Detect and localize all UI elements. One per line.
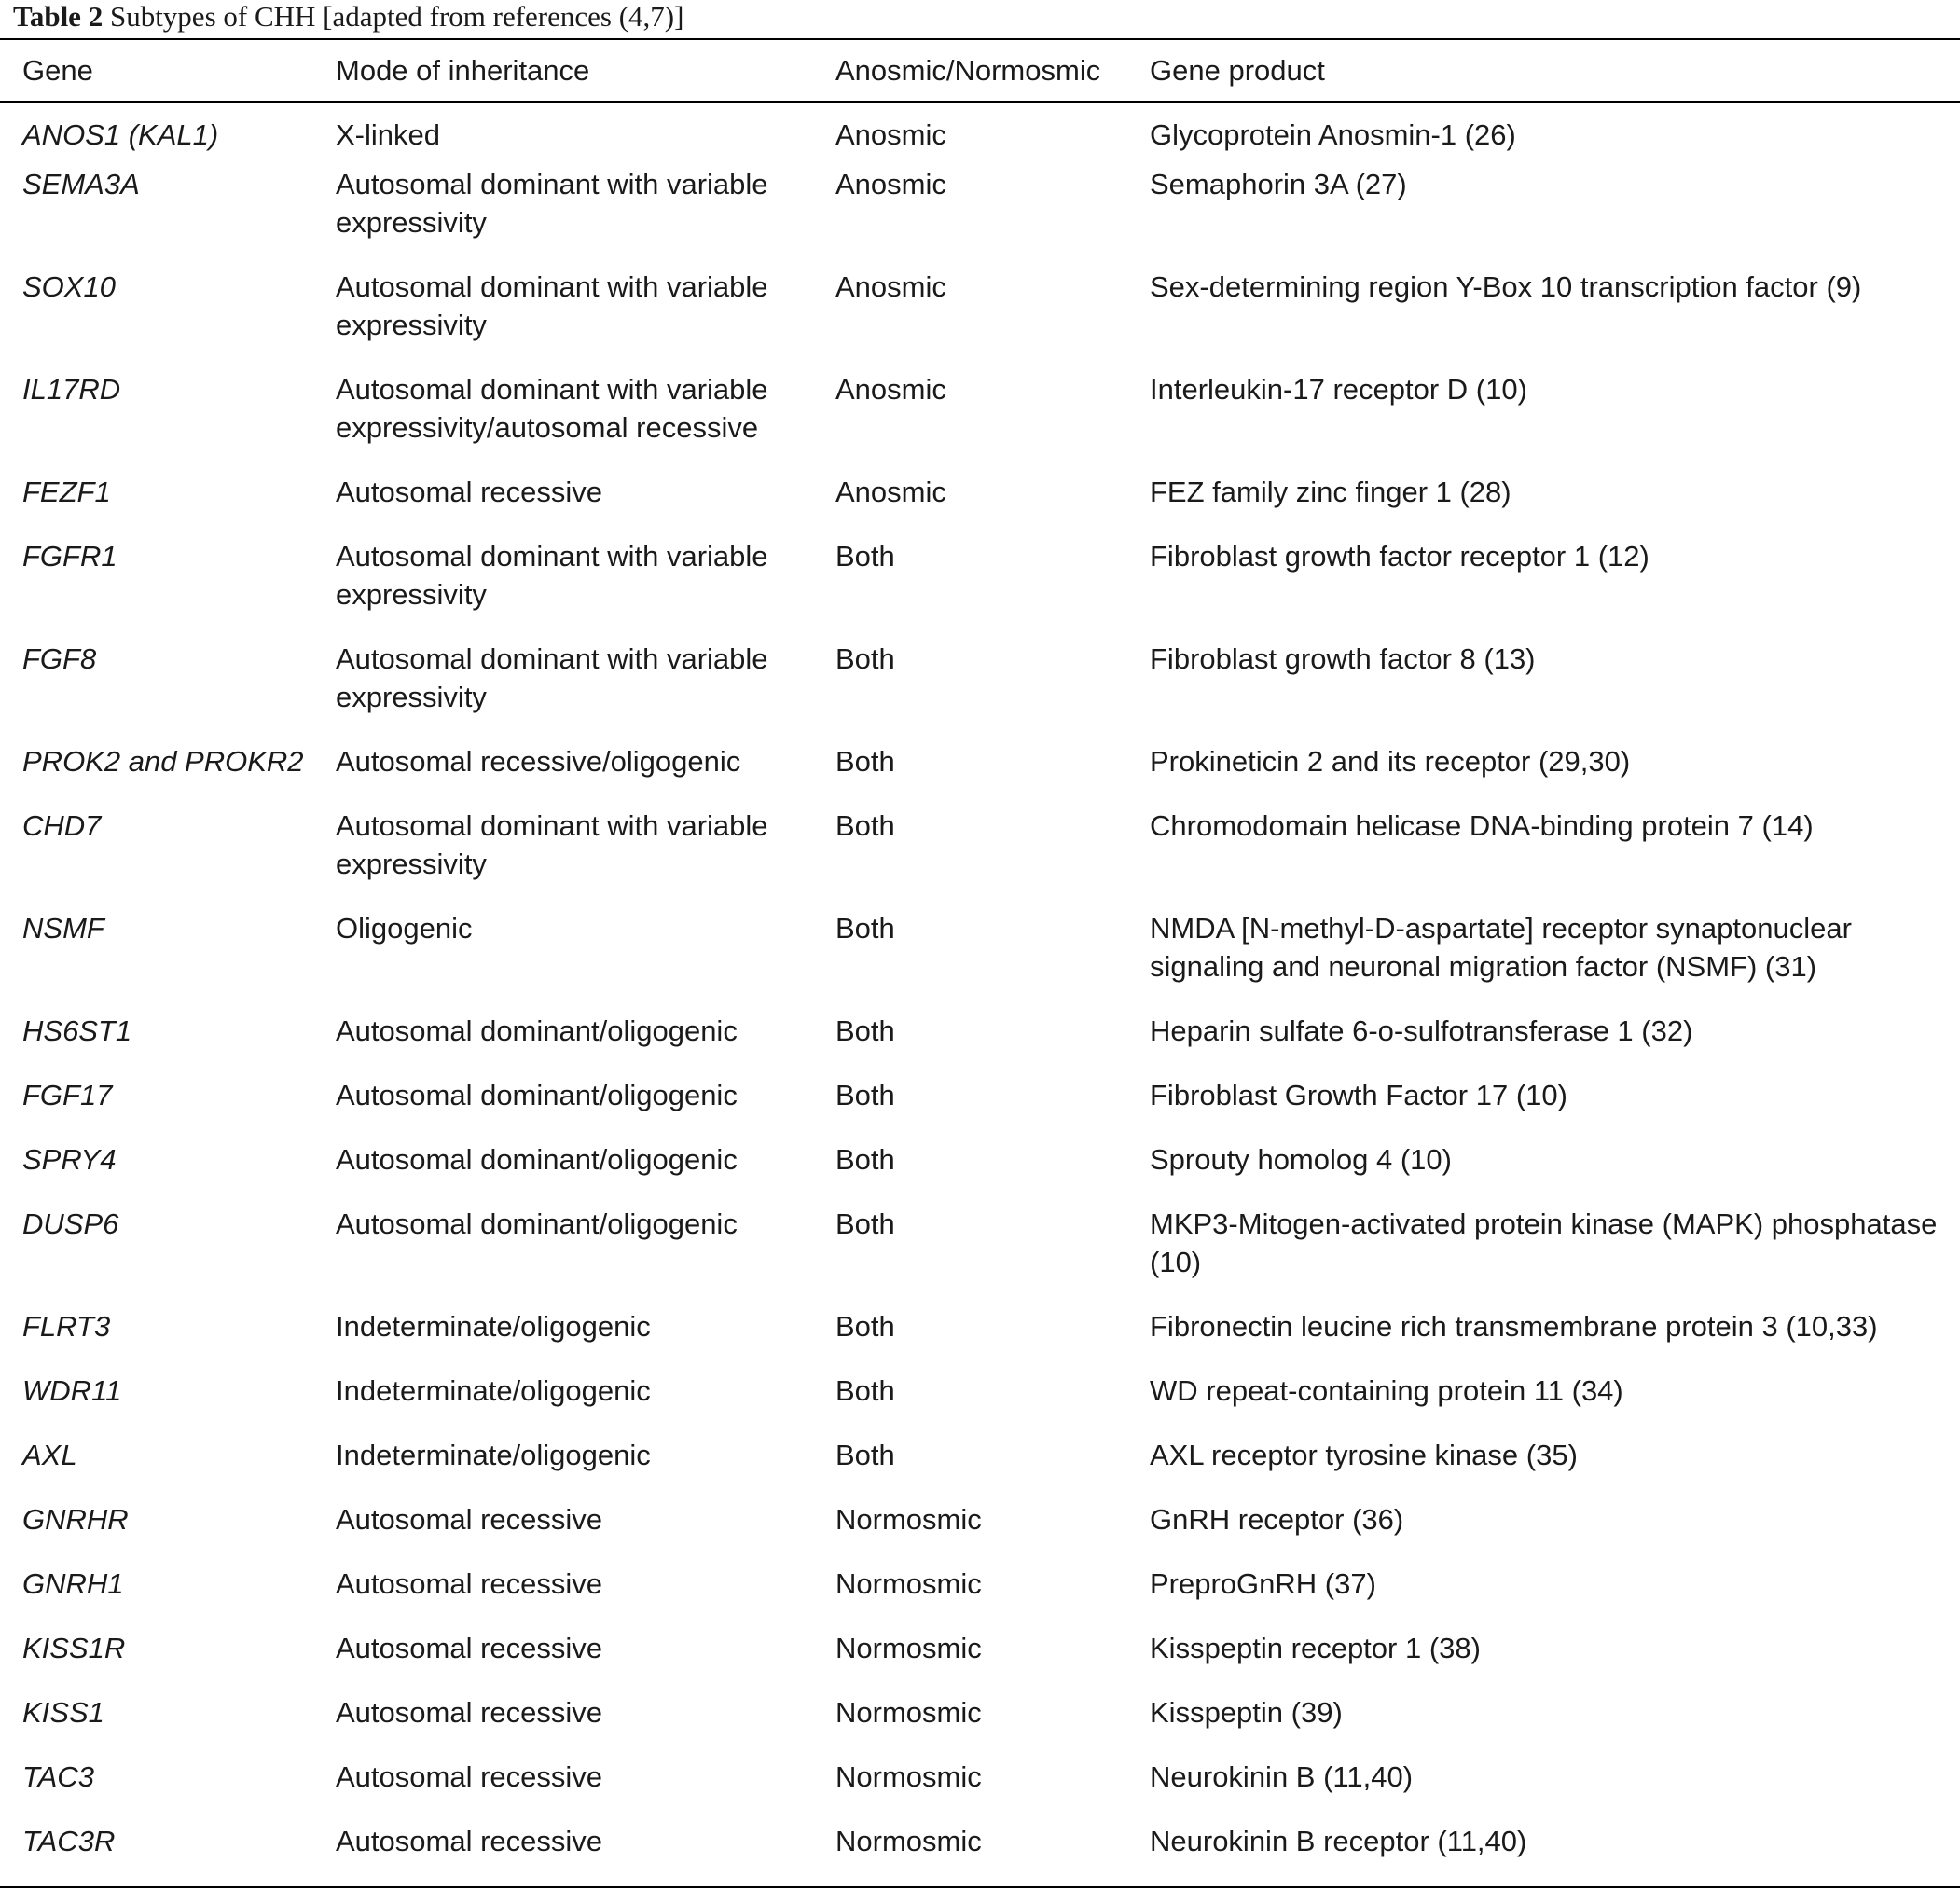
table-row	[0, 1693, 1960, 1758]
cell-gene: KISS1R	[22, 1632, 126, 1664]
cell-mode-of-inheritance: Autosomal dominant with variable expressivity	[336, 642, 768, 713]
cell-olfaction: Normosmic	[835, 1825, 982, 1857]
cell-olfaction: Both	[835, 1207, 895, 1240]
cell-gene: PROK2 and PROKR2	[22, 745, 304, 778]
cell-gene: DUSP6	[22, 1207, 119, 1240]
cell-olfaction: Both	[835, 912, 895, 945]
table-row	[0, 807, 1960, 909]
cell-mode-of-inheritance: Autosomal dominant with variable expressivity	[336, 168, 768, 239]
table-row	[0, 1012, 1960, 1076]
cell-gene: FGF8	[22, 642, 97, 675]
header-gene: Gene	[22, 54, 93, 87]
cell-mode-of-inheritance: Autosomal recessive	[336, 1760, 603, 1793]
cell-gene-product: Sprouty homolog 4 (10)	[1150, 1143, 1452, 1176]
cell-mode-of-inheritance: Autosomal recessive	[336, 1825, 603, 1857]
cell-gene-product: FEZ family zinc finger 1 (28)	[1150, 476, 1511, 508]
table-row	[0, 1629, 1960, 1693]
table-row	[0, 640, 1960, 742]
cell-mode-of-inheritance: Autosomal recessive	[336, 1696, 603, 1729]
table-header-row	[0, 40, 1960, 101]
table-row	[0, 1307, 1960, 1372]
cell-olfaction: Both	[835, 1143, 895, 1176]
table-row	[0, 473, 1960, 537]
cell-mode-of-inheritance: Autosomal dominant with variable expressivity/autosomal recessive	[336, 373, 768, 444]
cell-gene: GNRH1	[22, 1567, 124, 1600]
cell-gene: NSMF	[22, 912, 104, 945]
table-row	[0, 1205, 1960, 1307]
cell-olfaction: Both	[835, 1374, 895, 1407]
cell-gene: IL17RD	[22, 373, 121, 406]
cell-mode-of-inheritance: Autosomal dominant with variable expressivity	[336, 809, 768, 880]
table-row	[0, 742, 1960, 807]
cell-olfaction: Both	[835, 1079, 895, 1111]
cell-mode-of-inheritance: Autosomal dominant with variable expressivity	[336, 270, 768, 341]
cell-gene-product: Kisspeptin (39)	[1150, 1696, 1343, 1729]
cell-mode-of-inheritance: Autosomal dominant with variable expressivity	[336, 540, 768, 611]
cell-olfaction: Both	[835, 642, 895, 675]
cell-olfaction: Both	[835, 1310, 895, 1343]
table-row	[0, 370, 1960, 473]
cell-gene: SPRY4	[22, 1143, 117, 1176]
cell-gene-product: Interleukin-17 receptor D (10)	[1150, 373, 1527, 406]
header-mode-of-inheritance: Mode of inheritance	[336, 54, 590, 87]
cell-gene-product: AXL receptor tyrosine kinase (35)	[1150, 1439, 1578, 1471]
cell-gene: FGFR1	[22, 540, 117, 573]
table-row	[0, 1140, 1960, 1205]
cell-gene: KISS1	[22, 1696, 104, 1729]
cell-gene-product: Fibroblast growth factor receptor 1 (12)	[1150, 540, 1649, 573]
cell-mode-of-inheritance: Indeterminate/oligogenic	[336, 1310, 651, 1343]
table-row	[0, 1076, 1960, 1140]
cell-gene: FLRT3	[22, 1310, 111, 1343]
header-anosmic-normosmic: Anosmic/Normosmic	[835, 54, 1101, 87]
table-row	[0, 1500, 1960, 1565]
cell-olfaction: Normosmic	[835, 1760, 982, 1793]
cell-gene: AXL	[22, 1439, 77, 1471]
cell-gene-product: Glycoprotein Anosmin-1 (26)	[1150, 118, 1516, 151]
cell-olfaction: Normosmic	[835, 1696, 982, 1729]
table-row	[0, 1372, 1960, 1436]
cell-mode-of-inheritance: Indeterminate/oligogenic	[336, 1439, 651, 1471]
cell-olfaction: Anosmic	[835, 270, 946, 303]
table-row	[0, 1436, 1960, 1500]
cell-mode-of-inheritance: Oligogenic	[336, 912, 473, 945]
table-row	[0, 101, 1960, 165]
cell-gene-product: Fibroblast growth factor 8 (13)	[1150, 642, 1536, 675]
cell-gene-product: Prokineticin 2 and its receptor (29,30)	[1150, 745, 1631, 778]
cell-gene-product: Fibroblast Growth Factor 17 (10)	[1150, 1079, 1567, 1111]
table-caption	[13, 0, 683, 37]
table-bottom-rule	[0, 1886, 1960, 1888]
table-row	[0, 165, 1960, 268]
table-body	[0, 101, 1960, 1886]
table-row	[0, 1565, 1960, 1629]
cell-gene: GNRHR	[22, 1503, 129, 1536]
table-caption-label: Table 2	[13, 0, 104, 33]
cell-olfaction: Both	[835, 1439, 895, 1471]
cell-gene-product: Neurokinin B (11,40)	[1150, 1760, 1414, 1793]
table-row	[0, 268, 1960, 370]
cell-gene: FGF17	[22, 1079, 113, 1111]
cell-gene: FEZF1	[22, 476, 111, 508]
table-row	[0, 537, 1960, 640]
cell-olfaction: Normosmic	[835, 1632, 982, 1664]
cell-mode-of-inheritance: Autosomal dominant/oligogenic	[336, 1143, 738, 1176]
cell-olfaction: Anosmic	[835, 476, 946, 508]
cell-gene-product: Heparin sulfate 6-o-sulfotransferase 1 (32)	[1150, 1014, 1693, 1047]
cell-gene-product: Fibronectin leucine rich transmembrane protein 3 (10,33)	[1150, 1310, 1878, 1343]
cell-gene: HS6ST1	[22, 1014, 132, 1047]
cell-mode-of-inheritance: Autosomal recessive	[336, 1503, 603, 1536]
cell-olfaction: Anosmic	[835, 118, 946, 151]
cell-mode-of-inheritance: Autosomal dominant/oligogenic	[336, 1207, 738, 1240]
cell-gene-product: PreproGnRH (37)	[1150, 1567, 1376, 1600]
header-gene-product: Gene product	[1150, 54, 1325, 87]
cell-gene: SOX10	[22, 270, 116, 303]
cell-olfaction: Both	[835, 1014, 895, 1047]
table-row	[0, 909, 1960, 1012]
subtypes-table	[0, 40, 1960, 1886]
cell-mode-of-inheritance: Autosomal recessive	[336, 476, 603, 508]
cell-olfaction: Both	[835, 745, 895, 778]
cell-gene: CHD7	[22, 809, 102, 842]
cell-gene-product: GnRH receptor (36)	[1150, 1503, 1404, 1536]
table-row	[0, 1758, 1960, 1822]
cell-gene-product: Chromodomain helicase DNA-binding protein 7 (14)	[1150, 809, 1814, 842]
cell-olfaction: Anosmic	[835, 373, 946, 406]
cell-gene: WDR11	[22, 1374, 122, 1407]
cell-mode-of-inheritance: Autosomal recessive	[336, 1632, 603, 1664]
cell-mode-of-inheritance: Indeterminate/oligogenic	[336, 1374, 651, 1407]
cell-olfaction: Normosmic	[835, 1567, 982, 1600]
cell-gene: TAC3	[22, 1760, 94, 1793]
cell-gene: SEMA3A	[22, 168, 140, 200]
cell-olfaction: Normosmic	[835, 1503, 982, 1536]
cell-mode-of-inheritance: Autosomal recessive	[336, 1567, 603, 1600]
cell-gene-product: Kisspeptin receptor 1 (38)	[1150, 1632, 1481, 1664]
cell-gene-product: Sex-determining region Y-Box 10 transcription factor (9)	[1150, 270, 1862, 303]
cell-gene-product: NMDA [N-methyl-D-aspartate] receptor synaptonuclear signaling and neuronal migration factor (NSMF) (31)	[1150, 912, 1852, 983]
cell-mode-of-inheritance: Autosomal dominant/oligogenic	[336, 1014, 738, 1047]
cell-gene-product: Semaphorin 3A (27)	[1150, 168, 1407, 200]
cell-mode-of-inheritance: Autosomal dominant/oligogenic	[336, 1079, 738, 1111]
cell-gene-product: Neurokinin B receptor (11,40)	[1150, 1825, 1527, 1857]
cell-gene-product: MKP3-Mitogen-activated protein kinase (MAPK) phosphatase (10)	[1150, 1207, 1938, 1278]
cell-mode-of-inheritance: Autosomal recessive/oligogenic	[336, 745, 741, 778]
cell-olfaction: Anosmic	[835, 168, 946, 200]
cell-gene: TAC3R	[22, 1825, 116, 1857]
cell-mode-of-inheritance: X-linked	[336, 118, 440, 151]
cell-olfaction: Both	[835, 540, 895, 573]
cell-gene-product: WD repeat-containing protein 11 (34)	[1150, 1374, 1623, 1407]
table-caption-text: Subtypes of CHH [adapted from references (4,7)]	[109, 0, 684, 33]
table-row	[0, 1822, 1960, 1886]
cell-olfaction: Both	[835, 809, 895, 842]
cell-gene: ANOS1 (KAL1)	[22, 118, 219, 151]
